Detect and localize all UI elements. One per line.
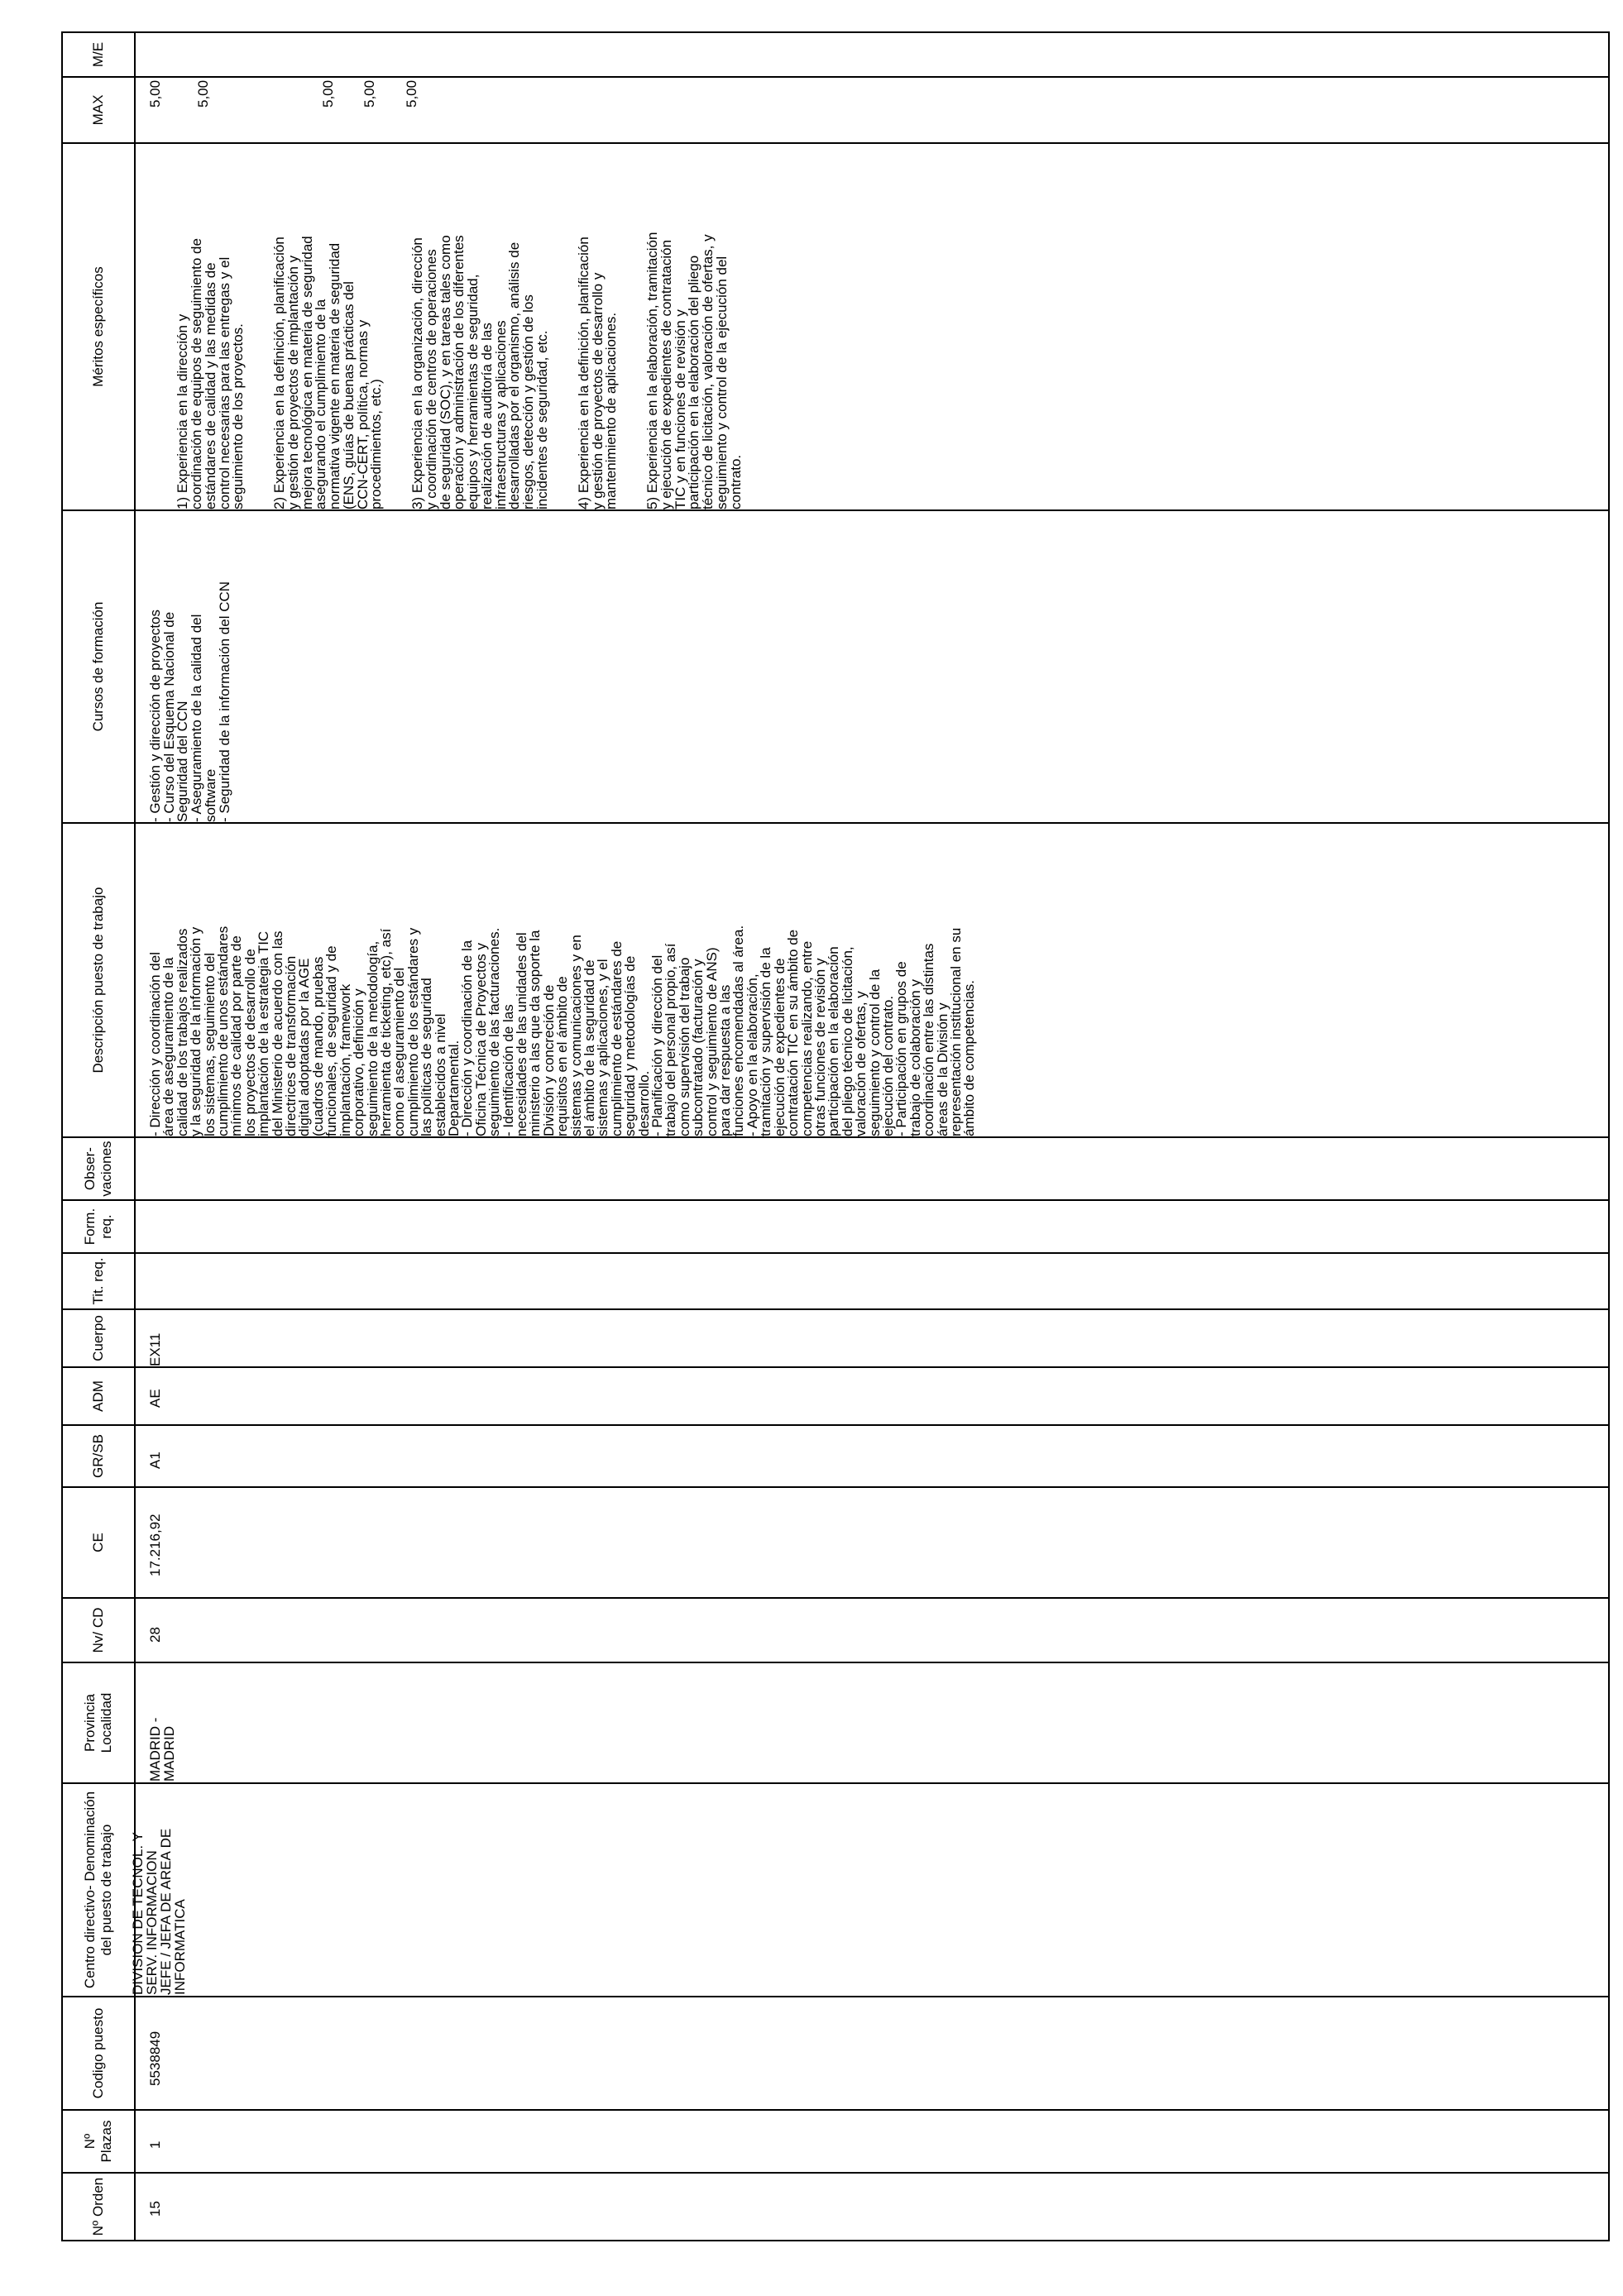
cell-cursos: - Gestión y dirección de proyectos - Curso del Esquema Nacional de Seguridad del CCN - Aseguramiento de la calidad del software - Seguridad de la información del CCN bbox=[147, 581, 232, 822]
header-orden-label: Nº Orden bbox=[90, 2177, 106, 2236]
header-formacion-label: Form. req. bbox=[82, 1208, 114, 1246]
header-codigo-label: Codigo puesto bbox=[90, 2007, 106, 2099]
col-line bbox=[134, 76, 1608, 78]
cell-nivel: 28 bbox=[147, 1627, 163, 1643]
header-meritos bbox=[63, 144, 134, 511]
merito-item: 3) Experiencia en la organización, dirección y coordinación de centros de operaciones de seguridad (SOC), y en tareas tales como operación y administración de los diferentes equipos y herramientas de seguridad, realización de auditoría de las infraestructuras y aplicaciones desarrolladas por el organismo, análisis de riesgos, detección y gestión de los incidentes de seguridad, etc. bbox=[409, 235, 550, 509]
header-ce bbox=[63, 1488, 134, 1599]
table-frame bbox=[61, 31, 1610, 2241]
header-cursos-label: Cursos de formación bbox=[90, 601, 106, 732]
header-adm bbox=[63, 1368, 134, 1426]
header-me bbox=[63, 33, 134, 78]
header-me-label: M/E bbox=[90, 41, 106, 68]
cell-adm: AE bbox=[147, 1389, 163, 1408]
cell-denominacion: JEFE / JEFA DE AREA DE INFORMATICA bbox=[158, 1828, 188, 1995]
col-line bbox=[134, 1136, 1608, 1138]
col-line bbox=[134, 1782, 1608, 1784]
header-orden bbox=[63, 2174, 134, 2241]
cell-centro-directivo: DIVISION DE TECNOL. Y SERV. INFORMACION bbox=[130, 1832, 160, 1995]
header-descripcion-label: Descripción puesto de trabajo bbox=[90, 887, 106, 1074]
header-provincia bbox=[63, 1663, 134, 1784]
header-centro-label: Centro directivo- Denominación del puesto de trabajo bbox=[82, 1791, 114, 1989]
merito-item: 2) Experiencia en la definición, planificación y gestión de proyectos de implantación y mejora tecnológica en materia de seguridad asegurando el cumplimiento de la normativa vigente en materia de seguridad (ENS, guías de buenas prácticas del CCN-CERT, política, normas y procedimientos, etc.) bbox=[271, 236, 385, 509]
cell-descripcion: - Dirección y coordinación del área de aseguramiento de la calidad de los trabajos realizados y la seguridad de la información y los sistemas, seguimiento del cumplimiento de unos estándares mínimos de calidad por parte de los proyectos de desarrollo de implantación de la estrategia TIC del Ministerio de acuerdo con las directrices de transformación digital adoptadas por la AGE (cuadros de mando, pruebas funcionales, de seguridad y de implantación, framework corporativo, definición y seguimiento de la metodología, herramienta de ticketing, etc), así como el aseguramiento del cumplimiento de los estándares y las políticas de seguridad establecidos a nivel Departamental. - Dirección y coordinación de la Oficina Técnica de Proyectos y seguimiento de las facturaciones. - Identificación de las necesidades de las unidades del ministerio a las que da soporte la División y concreción de requisitos en el ámbito de sistemas y comunicaciones y en el ámbito de la seguridad de sistemas y aplicaciones, y el cumplimiento de estándares de seguridad y metodologías de desarrollo. - Planificación y dirección del trabajo del personal propio, así como supervisión del trabajo subcontratado (facturación y control y seguimiento de ANS) para dar respuesta a las funciones encomendadas al área. - Apoyo en la elaboración, tramitación y supervisión de la ejecución de expedientes de contratación TIC en su ámbito de competencias realizando, entre otras funciones de revisión y participación en la elaboración del pliego técnico de licitación, valoración de ofertas, y seguimiento y control de la ejecución del contrato. - Participación en grupos de trabajo de colaboración y coordinación entre las distintas áreas de la División y representación institucional en su ámbito de competencias. bbox=[147, 925, 978, 1136]
header-cursos bbox=[63, 511, 134, 824]
header-ce-label: CE bbox=[90, 1533, 106, 1552]
max-value: 5,00 bbox=[147, 79, 163, 108]
header-centro bbox=[63, 1784, 134, 1997]
header-plazas bbox=[63, 2111, 134, 2174]
max-value: 5,00 bbox=[320, 79, 336, 108]
cell-orden: 15 bbox=[147, 2201, 163, 2217]
header-nivel bbox=[63, 1599, 134, 1663]
col-line bbox=[134, 142, 1608, 144]
col-line bbox=[134, 509, 1608, 511]
merito-item: 5) Experiencia en la elaboración, tramitación y ejecución de expedientes de contratación TIC y en funciones de revisión y participación en la elaboración del pliego técnico de licitación, valoración de ofertas, y seguimiento y control de la ejecución del contrato. bbox=[644, 232, 744, 509]
header-nivel-label: Nv/ CD bbox=[90, 1607, 106, 1653]
header-adm-label: ADM bbox=[90, 1380, 106, 1412]
header-cuerpo bbox=[63, 1310, 134, 1368]
header-cuerpo-label: Cuerpo bbox=[90, 1315, 106, 1361]
col-line bbox=[134, 1486, 1608, 1488]
col-line bbox=[134, 1424, 1608, 1426]
col-line bbox=[134, 1366, 1608, 1368]
max-value: 5,00 bbox=[195, 79, 211, 108]
col-line bbox=[134, 1996, 1608, 1997]
header-provincia-label: Provincia Localidad bbox=[82, 1692, 114, 1753]
col-line bbox=[134, 822, 1608, 824]
header-plazas-label: Nº Plazas bbox=[82, 2120, 114, 2163]
cell-grupo: A1 bbox=[147, 1452, 163, 1469]
header-observaciones-label: Obser- vaciones bbox=[82, 1141, 114, 1197]
merito-item: 1) Experiencia en la dirección y coordinación de equipos de seguimiento de estándares de calidad y las medidas de control necesarias para las entregas y el seguimiento de los proyectos. bbox=[175, 238, 247, 509]
cell-cuerpo: EX11 bbox=[147, 1332, 163, 1366]
header-max-label: MAX bbox=[90, 94, 106, 126]
header-observaciones bbox=[63, 1138, 134, 1201]
max-value: 5,00 bbox=[361, 79, 377, 108]
header-codigo bbox=[63, 1997, 134, 2111]
col-line bbox=[134, 1199, 1608, 1201]
header-grupo-label: GR/SB bbox=[90, 1434, 106, 1478]
merito-item: 4) Experiencia en la definición, planificación y gestión de proyectos de desarrollo y mantenimiento de aplicaciones. bbox=[575, 237, 620, 509]
col-line bbox=[134, 1597, 1608, 1599]
col-line bbox=[134, 1662, 1608, 1663]
cell-plazas: 1 bbox=[147, 2141, 163, 2149]
col-line bbox=[134, 2240, 1608, 2241]
header-descripcion bbox=[63, 824, 134, 1138]
cell-provincia: MADRID - MADRID bbox=[147, 1717, 177, 1782]
col-line bbox=[134, 1252, 1608, 1254]
header-titulacion-label: Tit. req. bbox=[90, 1257, 106, 1305]
cell-ce: 17.216,92 bbox=[147, 1514, 163, 1576]
header-max bbox=[63, 78, 134, 144]
col-line bbox=[134, 2172, 1608, 2174]
header-meritos-label: Méritos específicos bbox=[90, 266, 106, 387]
max-value: 5,00 bbox=[404, 79, 419, 108]
col-line bbox=[134, 2109, 1608, 2111]
header-titulacion bbox=[63, 1254, 134, 1310]
header-formacion bbox=[63, 1201, 134, 1254]
header-grupo bbox=[63, 1426, 134, 1488]
col-line bbox=[134, 1308, 1608, 1310]
cell-meritos bbox=[149, 146, 771, 509]
cell-codigo: 5538849 bbox=[147, 2031, 163, 2086]
